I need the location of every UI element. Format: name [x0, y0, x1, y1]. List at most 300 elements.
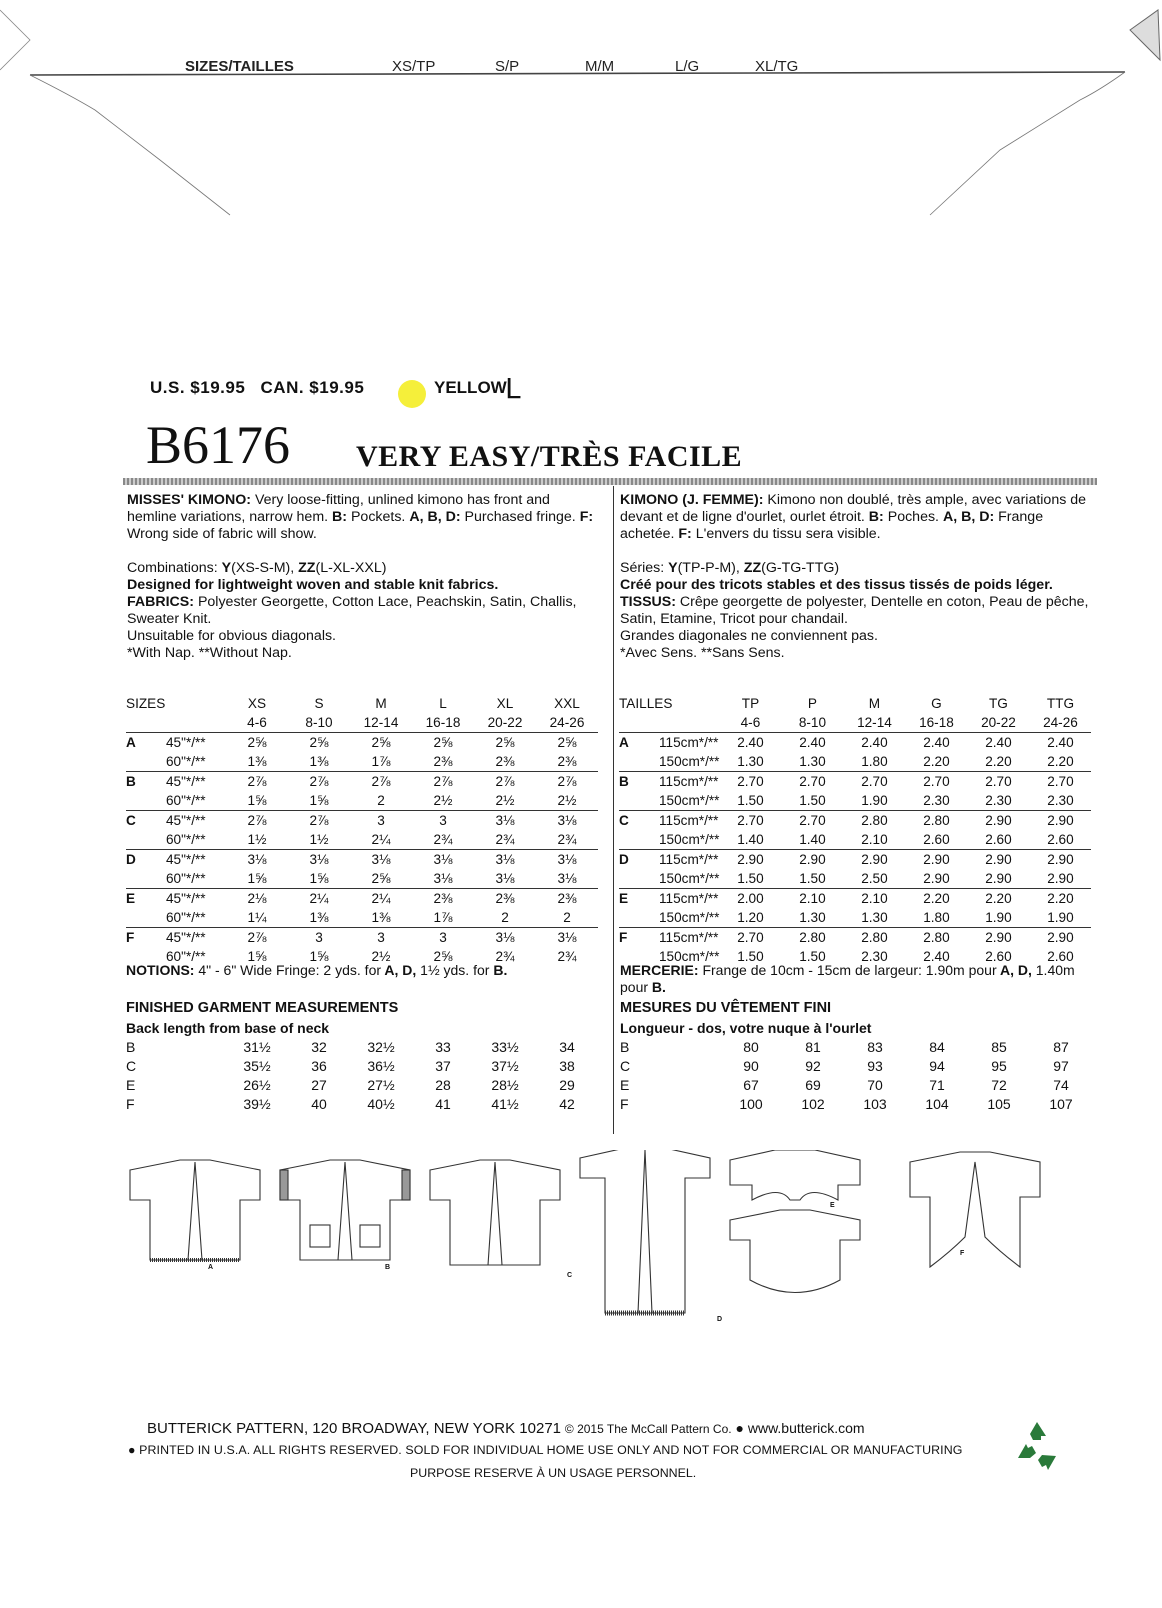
- yardage-cell: 2.40: [923, 949, 950, 964]
- view-letter: [126, 830, 166, 850]
- price-us: U.S. $19.95: [150, 378, 246, 397]
- yardage-cell: 2.90: [1029, 850, 1091, 870]
- series-zz: ZZ: [743, 560, 762, 576]
- measurement-cell: 37½: [491, 1058, 519, 1074]
- yardage-cell: 1⅞: [433, 910, 453, 925]
- measurement-cell: 27: [311, 1077, 327, 1093]
- english-size-name: S: [314, 696, 324, 711]
- yardage-cell: 2¼: [288, 889, 350, 909]
- table-row: [126, 791, 598, 811]
- price-line: [150, 378, 374, 398]
- fgm-subtitle: Back length from base of neck: [126, 1020, 330, 1036]
- french-size-range: 8-10: [798, 715, 827, 730]
- flap-size-xs: XS/TP: [392, 58, 436, 75]
- yardage-cell: 2.40: [719, 733, 781, 753]
- combinations-label: Combinations:: [127, 560, 218, 576]
- table-row: [620, 1057, 1092, 1076]
- table-row: [126, 889, 598, 909]
- yardage-table-english: [126, 694, 598, 966]
- yardage-cell: 1.40: [737, 832, 764, 847]
- measurement-cell: 26½: [243, 1077, 271, 1093]
- yardage-cell: 2.70: [719, 811, 781, 831]
- view-letter: E: [620, 1077, 630, 1093]
- fabric-width: 45"*/**: [166, 811, 226, 831]
- table-row: [620, 1038, 1092, 1057]
- view-b-label: B: [385, 1264, 391, 1271]
- fabric-width: 150cm*/**: [659, 871, 720, 886]
- yardage-cell: 3⅛: [474, 811, 536, 831]
- yardage-cell: 2½: [557, 793, 577, 808]
- fabric-width: 45"*/**: [166, 772, 226, 792]
- yardage-cell: 1.50: [737, 793, 764, 808]
- french-size-range: 20-22: [981, 715, 1016, 730]
- yardage-cell: 2⅞: [412, 772, 474, 792]
- desc-f-label-fr: F:: [678, 526, 692, 542]
- french-size-name: M: [868, 696, 881, 711]
- measurement-cell: 27½: [367, 1077, 395, 1093]
- yardage-cell: 2.70: [843, 772, 905, 792]
- desc-b-label: B:: [332, 509, 348, 525]
- french-size-name: TTG: [1046, 696, 1075, 711]
- measurement-cell: 92: [805, 1058, 821, 1074]
- measurement-cell: 105: [987, 1096, 1011, 1112]
- measurement-cell: 93: [867, 1058, 883, 1074]
- yardage-cell: 1.30: [799, 754, 826, 769]
- view-letter: F: [619, 928, 659, 948]
- view-letter: B: [620, 1039, 630, 1055]
- table-row: [126, 830, 598, 850]
- measurement-cell: 36½: [367, 1058, 395, 1074]
- yardage-cell: 2: [377, 793, 385, 808]
- yardage-cell: 2.20: [1047, 754, 1074, 769]
- yardage-cell: 2.70: [719, 772, 781, 792]
- english-size-name: L: [439, 696, 447, 711]
- notions-english: [126, 962, 507, 978]
- desc-b-text: Pockets.: [350, 509, 406, 525]
- flap-size-xl: XL/TG: [755, 58, 799, 75]
- yardage-cell: 2⅞: [226, 928, 288, 948]
- yardage-cell: 1⅝: [247, 949, 267, 964]
- measurement-cell: 31½: [243, 1039, 271, 1055]
- view-d-drawing: [580, 1150, 710, 1313]
- table-row: [619, 752, 1091, 772]
- yardage-cell: 1.90: [1047, 910, 1074, 925]
- table-row: [619, 889, 1091, 909]
- view-letter: [126, 752, 166, 772]
- table-row: [126, 772, 598, 792]
- yardage-cell: 3⅛: [536, 811, 598, 831]
- measurement-cell: 100: [739, 1096, 763, 1112]
- measurement-cell: 41: [435, 1096, 451, 1112]
- fabric-width: 45"*/**: [166, 850, 226, 870]
- envelope-flap: [0, 0, 1162, 220]
- fabric-width: 150cm*/**: [659, 910, 720, 925]
- yardage-cell: 2.40: [781, 733, 843, 753]
- comb-zz: ZZ: [298, 560, 316, 576]
- measurement-cell: 34: [559, 1039, 575, 1055]
- yardage-cell: 2.70: [781, 772, 843, 792]
- flap-sizes-label: SIZES/TAILLES: [185, 58, 294, 75]
- yardage-cell: 2½: [433, 793, 453, 808]
- table-row: [126, 733, 598, 753]
- yardage-cell: 2.60: [1047, 949, 1074, 964]
- english-sizes-header: SIZES: [126, 696, 166, 711]
- fabric-width: 45"*/**: [166, 928, 226, 948]
- yardage-cell: 3⅛: [536, 850, 598, 870]
- yardage-cell: 2¾: [557, 949, 577, 964]
- notions-b: B.: [493, 962, 508, 978]
- unsuitable-note-fr: Grandes diagonales ne conviennent pas.: [620, 628, 878, 644]
- yardage-cell: 1⅜: [247, 754, 267, 769]
- view-letter: D: [126, 850, 166, 870]
- yardage-cell: 2.10: [861, 832, 888, 847]
- yardage-cell: 2¼: [371, 832, 391, 847]
- nap-note: *With Nap. **Without Nap.: [127, 645, 292, 661]
- measurement-cell: 67: [743, 1077, 759, 1093]
- yardage-cell: 2.40: [843, 733, 905, 753]
- fgm-title-fr: MESURES DU VÊTEMENT FINI: [620, 1000, 832, 1016]
- yardage-cell: 3⅛: [536, 928, 598, 948]
- fabric-width: 115cm*/**: [659, 850, 719, 870]
- french-size-header-row: [619, 694, 1091, 713]
- yardage-cell: 2.70: [905, 772, 967, 792]
- yardage-cell: 2⅞: [288, 811, 350, 831]
- yardage-cell: 2⅝: [371, 871, 391, 886]
- yardage-cell: 2.40: [905, 733, 967, 753]
- comb-zz-sizes: (L-XL-XXL): [315, 560, 387, 576]
- yardage-cell: 1⅜: [309, 754, 329, 769]
- view-letter: [619, 869, 659, 889]
- notions-ad-fr: A, D,: [999, 962, 1032, 978]
- fabric-width: 150cm*/**: [659, 793, 720, 808]
- yardage-cell: 1.30: [737, 754, 764, 769]
- measurement-cell: 37: [435, 1058, 451, 1074]
- french-size-name: TG: [989, 696, 1008, 711]
- yardage-cell: 2.60: [923, 832, 950, 847]
- fabric-width: 60"*/**: [166, 754, 206, 769]
- table-row: [619, 772, 1091, 792]
- yardage-cell: 1.50: [799, 793, 826, 808]
- yardage-cell: 2.40: [967, 733, 1029, 753]
- yardage-cell: 2.30: [861, 949, 888, 964]
- measurement-cell: 85: [991, 1039, 1007, 1055]
- view-letter: E: [619, 889, 659, 909]
- size-letter: L: [505, 372, 521, 405]
- fabric-width: 60"*/**: [166, 910, 206, 925]
- measurement-cell: 69: [805, 1077, 821, 1093]
- fabric-width: 150cm*/**: [659, 949, 720, 964]
- yardage-cell: 2.20: [923, 754, 950, 769]
- yardage-cell: 2⅝: [536, 733, 598, 753]
- measurement-cell: 41½: [491, 1096, 519, 1112]
- yardage-cell: 2.90: [923, 871, 950, 886]
- notions-b-fr: B.: [651, 979, 666, 995]
- yardage-cell: 2.30: [985, 793, 1012, 808]
- yardage-cell: 2.20: [985, 754, 1012, 769]
- fgm-title: FINISHED GARMENT MEASUREMENTS: [126, 1000, 399, 1016]
- yardage-cell: 2.80: [843, 928, 905, 948]
- view-letter: [126, 869, 166, 889]
- yardage-cell: 2⅜: [557, 754, 577, 769]
- yardage-cell: 2: [563, 910, 571, 925]
- garment-line-drawings: [120, 1150, 1090, 1330]
- desc-b-label-fr: B:: [868, 509, 884, 525]
- yardage-cell: 2.90: [967, 811, 1029, 831]
- bullet-icon: ●: [128, 1443, 136, 1457]
- english-size-range: 8-10: [305, 715, 333, 730]
- yardage-cell: 2¼: [350, 889, 412, 909]
- view-letter: B: [126, 1039, 136, 1055]
- desc-b-text-fr: Poches.: [887, 509, 939, 525]
- desc-text-fr: Kimono non doublé, très ample, avec variations de devant et de ligne d'ourlet, ourlet étroit.: [620, 492, 1087, 525]
- view-letter: C: [620, 1058, 631, 1074]
- yardage-cell: 3: [288, 928, 350, 948]
- fabrics-text: Polyester Georgette, Cotton Lace, Peachskin, Satin, Challis, Sweater Knit.: [127, 594, 577, 627]
- fabric-width: 60"*/**: [166, 949, 206, 964]
- yardage-cell: 1⅜: [371, 910, 391, 925]
- english-size-name: XXL: [554, 696, 580, 711]
- table-row: [126, 1038, 598, 1057]
- fabric-width: 60"*/**: [166, 871, 206, 886]
- yardage-cell: 2⅝: [412, 733, 474, 753]
- table-row: [619, 733, 1091, 753]
- rights-line-fr: PURPOSE RESERVE À UN USAGE PERSONNEL.: [410, 1466, 697, 1480]
- measurement-cell: 72: [991, 1077, 1007, 1093]
- yardage-table-french: [619, 694, 1091, 966]
- view-letter: [619, 791, 659, 811]
- view-letter: E: [126, 889, 166, 909]
- view-letter: F: [126, 928, 166, 948]
- notions-ad: A, D,: [384, 962, 417, 978]
- desc-abd-text-fr: Frange achetée.: [620, 509, 1044, 542]
- view-e-label: E: [830, 1202, 835, 1209]
- view-letter: [126, 791, 166, 811]
- yardage-cell: 2⅜: [433, 754, 453, 769]
- yardage-cell: 3: [412, 928, 474, 948]
- measurement-cell: 42: [559, 1096, 575, 1112]
- fabric-width: 60"*/**: [166, 832, 206, 847]
- yardage-cell: 2¾: [557, 832, 577, 847]
- view-letter: D: [619, 850, 659, 870]
- measurement-cell: 36: [311, 1058, 327, 1074]
- yardage-cell: 2.80: [905, 811, 967, 831]
- nap-note-fr: *Avec Sens. **Sans Sens.: [620, 645, 785, 661]
- fabrics-label-fr: TISSUS:: [620, 594, 676, 610]
- yardage-cell: 2.80: [781, 928, 843, 948]
- yardage-cell: 2⅞: [474, 772, 536, 792]
- series-label: Séries:: [620, 560, 665, 576]
- view-e-drawing: [730, 1150, 860, 1293]
- rights-text: PRINTED IN U.S.A. ALL RIGHTS RESERVED. SOLD FOR INDIVIDUAL HOME USE ONLY AND NOT FOR COMMERCIAL OR MANUFACTURING: [139, 1443, 963, 1457]
- yardage-cell: 2.90: [1047, 871, 1074, 886]
- measurement-cell: 28½: [491, 1077, 519, 1093]
- view-letter: A: [619, 733, 659, 753]
- yardage-cell: 2⅝: [350, 733, 412, 753]
- desc-abd-label-fr: A, B, D:: [942, 509, 995, 525]
- french-size-name: G: [931, 696, 942, 711]
- yardage-cell: 2.30: [1047, 793, 1074, 808]
- yardage-cell: 3⅛: [474, 928, 536, 948]
- view-f-drawing: [910, 1152, 1040, 1267]
- measurement-cell: 74: [1053, 1077, 1069, 1093]
- measurement-cell: 90: [743, 1058, 759, 1074]
- yardage-cell: 2.10: [843, 889, 905, 909]
- yardage-cell: 2⅝: [226, 733, 288, 753]
- yardage-cell: 3⅛: [226, 850, 288, 870]
- french-size-range: 12-14: [857, 715, 892, 730]
- yardage-cell: 2.00: [719, 889, 781, 909]
- fabric-width: 60"*/**: [166, 793, 206, 808]
- english-size-range: 4-6: [247, 715, 267, 730]
- flap-size-l: L/G: [675, 58, 700, 75]
- yardage-cell: 2.30: [923, 793, 950, 808]
- fabric-width: 115cm*/**: [659, 811, 719, 831]
- english-description: [127, 492, 602, 662]
- desc-f-label: F:: [579, 509, 594, 525]
- view-letter: C: [126, 811, 166, 831]
- view-letter: C: [126, 1058, 137, 1074]
- measurement-cell: 71: [929, 1077, 945, 1093]
- english-size-name: M: [375, 696, 387, 711]
- yardage-cell: 2⅞: [536, 772, 598, 792]
- yardage-cell: 2⅝: [288, 733, 350, 753]
- yardage-cell: 3⅛: [433, 871, 453, 886]
- yardage-cell: 1.20: [737, 910, 764, 925]
- designed-for-fr: Créé pour des tricots stables et des tissus tissés de poids léger.: [620, 577, 1053, 593]
- website: www.butterick.com: [747, 1420, 865, 1436]
- yardage-cell: 2.70: [781, 811, 843, 831]
- yardage-cell: 1.30: [861, 910, 888, 925]
- measurement-cell: 29: [559, 1077, 575, 1093]
- rights-line: [128, 1443, 963, 1457]
- price-can: CAN. $19.95: [260, 378, 365, 397]
- yardage-cell: 2.90: [843, 850, 905, 870]
- view-a-drawing: [130, 1160, 260, 1260]
- yardage-cell: 2.60: [985, 832, 1012, 847]
- english-size-name: XS: [247, 696, 267, 711]
- notions-text2: 1½ yds. for: [420, 962, 490, 978]
- yardage-cell: 2.70: [719, 928, 781, 948]
- view-letter: A: [126, 733, 166, 753]
- series-y-sizes: (TP-P-M),: [677, 560, 740, 576]
- measurement-cell: 97: [1053, 1058, 1069, 1074]
- yardage-cell: 2.80: [843, 811, 905, 831]
- yardage-cell: 2⅜: [474, 889, 536, 909]
- french-size-name: P: [807, 696, 817, 711]
- measurement-cell: 70: [867, 1077, 883, 1093]
- notions-label-fr: MERCERIE:: [620, 962, 699, 978]
- english-size-name: XL: [496, 696, 514, 711]
- yardage-cell: 3⅛: [412, 850, 474, 870]
- yardage-cell: 2.20: [905, 889, 967, 909]
- measurement-cell: 35½: [243, 1058, 271, 1074]
- pattern-number: B6176: [146, 415, 291, 475]
- desc-abd-text: Purchased fringe.: [464, 509, 576, 525]
- yardage-cell: 2⅝: [474, 733, 536, 753]
- yardage-cell: 2.20: [967, 889, 1029, 909]
- yardage-cell: 1.40: [799, 832, 826, 847]
- yardage-cell: 1⅝: [309, 793, 329, 808]
- yardage-cell: 2¾: [495, 832, 515, 847]
- measurement-cell: 94: [929, 1058, 945, 1074]
- view-letter: C: [619, 811, 659, 831]
- yardage-cell: 2.90: [985, 871, 1012, 886]
- fgm-subtitle-fr: Longueur - dos, votre nuque à l'ourlet: [620, 1020, 872, 1036]
- notions-text2-fr: 1.40m pour: [620, 962, 1075, 995]
- desc-f-text-fr: L'envers du tissu sera visible.: [695, 526, 881, 542]
- fabric-width: 115cm*/**: [659, 772, 719, 792]
- measurement-cell: 40: [311, 1096, 327, 1112]
- fabric-width: 45"*/**: [166, 733, 226, 753]
- english-size-range: 24-26: [549, 715, 585, 730]
- desc-text: Very loose-fitting, unlined kimono has front and hemline variations, narrow hem.: [127, 492, 550, 525]
- table-row: [126, 850, 598, 870]
- yardage-cell: 2½: [495, 793, 515, 808]
- yardage-cell: 3: [350, 811, 412, 831]
- yardage-cell: 2.20: [1029, 889, 1091, 909]
- unsuitable-note: Unsuitable for obvious diagonals.: [127, 628, 337, 644]
- notions-text-fr: Frange de 10cm - 15cm de largeur: 1.90m pour: [702, 962, 997, 978]
- view-letter: [619, 830, 659, 850]
- measurement-cell: 40½: [367, 1096, 395, 1112]
- table-row: [126, 869, 598, 889]
- yardage-cell: 2⅝: [433, 949, 453, 964]
- notions-label: NOTIONS:: [126, 962, 195, 978]
- view-letter: F: [126, 1096, 135, 1112]
- series-y: Y: [668, 560, 678, 576]
- yardage-cell: 2.80: [905, 928, 967, 948]
- measurement-cell: 95: [991, 1058, 1007, 1074]
- desc-title-fr: KIMONO (J. FEMME):: [620, 492, 764, 508]
- french-size-range-row: [619, 713, 1091, 733]
- table-row: [619, 830, 1091, 850]
- view-f-label: F: [960, 1250, 965, 1257]
- yardage-cell: 2⅛: [226, 889, 288, 909]
- table-row: [619, 869, 1091, 889]
- yardage-cell: 1⅜: [309, 910, 329, 925]
- measurement-cell: 39½: [243, 1096, 271, 1112]
- yardage-cell: 1.30: [799, 910, 826, 925]
- yardage-cell: 1.80: [923, 910, 950, 925]
- table-row: [126, 1057, 598, 1076]
- fabrics-label: FABRICS:: [127, 594, 194, 610]
- measurements-table-french: [620, 1038, 1092, 1114]
- fabric-width: 115cm*/**: [659, 928, 719, 948]
- publisher-address: BUTTERICK PATTERN, 120 BROADWAY, NEW YORK 10271: [147, 1420, 562, 1437]
- table-row: [619, 850, 1091, 870]
- yardage-cell: 3: [412, 811, 474, 831]
- copyright: © 2015 The McCall Pattern Co.: [564, 1422, 732, 1436]
- measurement-cell: 83: [867, 1039, 883, 1055]
- bullet-icon: ●: [735, 1420, 744, 1436]
- table-row: [619, 908, 1091, 928]
- measurement-cell: 33: [435, 1039, 451, 1055]
- view-letter: [619, 752, 659, 772]
- yardage-cell: 3⅛: [288, 850, 350, 870]
- yardage-cell: 2.40: [1029, 733, 1091, 753]
- flap-size-m: M/M: [585, 58, 615, 75]
- yardage-cell: 2: [501, 910, 509, 925]
- publisher-line: [147, 1420, 865, 1437]
- view-a-label: A: [208, 1264, 214, 1271]
- measurements-table-english: [126, 1038, 598, 1114]
- fabrics-text-fr: Crêpe georgette de polyester, Dentelle en coton, Peau de pêche, Satin, Etamine, Tricot pour chandail.: [620, 594, 1089, 627]
- french-size-range: 4-6: [740, 715, 761, 730]
- desc-title: MISSES' KIMONO:: [127, 492, 251, 508]
- series-zz-sizes: (G-TG-TTG): [761, 560, 840, 576]
- yardage-cell: 2.90: [967, 850, 1029, 870]
- measurement-cell: 102: [801, 1096, 825, 1112]
